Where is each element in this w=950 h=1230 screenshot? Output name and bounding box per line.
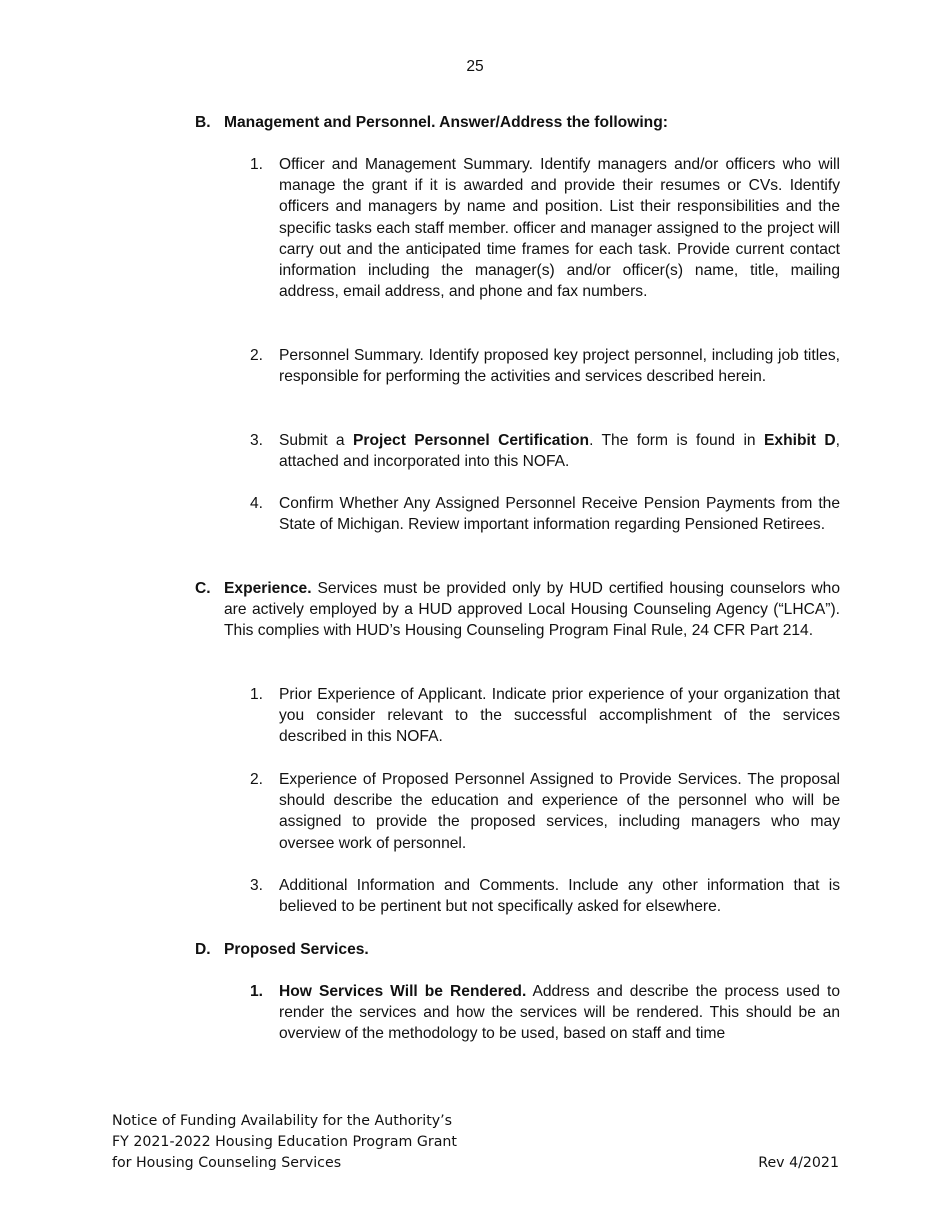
- section-letter: D.: [195, 941, 211, 958]
- footer: [112, 1111, 457, 1174]
- item-text: Submit a Project Personnel Certification. The form is found in Exhibit D, attached and incorporated into this NOFA.: [279, 432, 841, 471]
- item-number: 3.: [250, 432, 264, 449]
- section-paragraph: Experience. Services must be provided only by HUD certified housing counselors who are actively employed by a HUD approved Local Housing Counseling Agency (“LHCA”). This complies with HUD’s Housing Counseling Program Final Rule, 24 CFR Part 214.: [224, 580, 840, 640]
- section-b-heading: [195, 112, 840, 133]
- footer-line: FY 2021-2022 Housing Education Program Grant: [112, 1134, 457, 1150]
- item-number: 2.: [250, 771, 264, 788]
- section-c: [195, 578, 840, 642]
- section-heading: Experience.: [224, 580, 312, 597]
- item-text: Prior Experience of Applicant. Indicate prior experience of your organization that you consider relevant to the successful accomplishment of the services described in this NOFA.: [279, 686, 840, 746]
- list-item: [250, 769, 840, 854]
- section-heading: Proposed Services.: [224, 941, 369, 958]
- item-text: Confirm Whether Any Assigned Personnel Receive Pension Payments from the State of Michigan. Review important information regarding Pensioned Retirees.: [279, 495, 840, 534]
- list-item: [250, 875, 840, 917]
- exhibit-d-ref: Exhibit D: [764, 432, 836, 449]
- item-text: Personnel Summary. Identify proposed key project personnel, including job titles, responsible for performing the activities and services described herein.: [279, 347, 840, 386]
- list-item: [250, 493, 840, 535]
- section-heading: Management and Personnel. Answer/Address the following:: [224, 114, 668, 131]
- item-number: 1.: [250, 686, 264, 703]
- item-number: 3.: [250, 877, 264, 894]
- footer-line: Notice of Funding Availability for the Authority’s: [112, 1113, 453, 1129]
- item-text: Experience of Proposed Personnel Assigned to Provide Services. The proposal should describe the education and experience of the personnel who will be assigned to provide the proposed services, including managers who may oversee work of personnel.: [279, 771, 840, 852]
- list-item: [250, 981, 840, 1045]
- revision-label: Rev 4/2021: [758, 1155, 839, 1171]
- list-item: [250, 154, 840, 302]
- item-number: 1.: [250, 156, 264, 173]
- item-text: Officer and Management Summary. Identify managers and/or officers who will manage the grant if it is awarded and provide their resumes or CVs. Identify officers and managers by name and position. List their responsibilities and the specific tasks each staff member. officer and manager assigned to the project will carry out and the anticipated time frames for each task. Provide current contact information including the manager(s) and/or officer(s) name, title, mailing address, email address, and phone and fax numbers.: [279, 156, 840, 301]
- item-number: 2.: [250, 347, 264, 364]
- section-d-heading: [195, 939, 840, 960]
- footer-line: for Housing Counseling Services: [112, 1155, 342, 1171]
- list-item: [250, 345, 840, 387]
- item-text: How Services Will be Rendered. Address and describe the process used to render the services and how the services will be rendered. This should be an overview of the methodology to be used, based on staff and time: [279, 983, 840, 1043]
- page-number: 25: [466, 58, 484, 75]
- section-letter: C.: [195, 580, 211, 597]
- list-item: [250, 684, 840, 748]
- item-text: Additional Information and Comments. Include any other information that is believed to be pertinent but not specifically asked for elsewhere.: [279, 877, 840, 916]
- item-number: 4.: [250, 495, 264, 512]
- project-personnel-certification-ref: Project Personnel Certification: [353, 432, 590, 449]
- item-heading: How Services Will be Rendered.: [279, 983, 527, 1000]
- section-letter: B.: [195, 114, 211, 131]
- list-item: [250, 430, 840, 472]
- item-number: 1.: [250, 983, 264, 1000]
